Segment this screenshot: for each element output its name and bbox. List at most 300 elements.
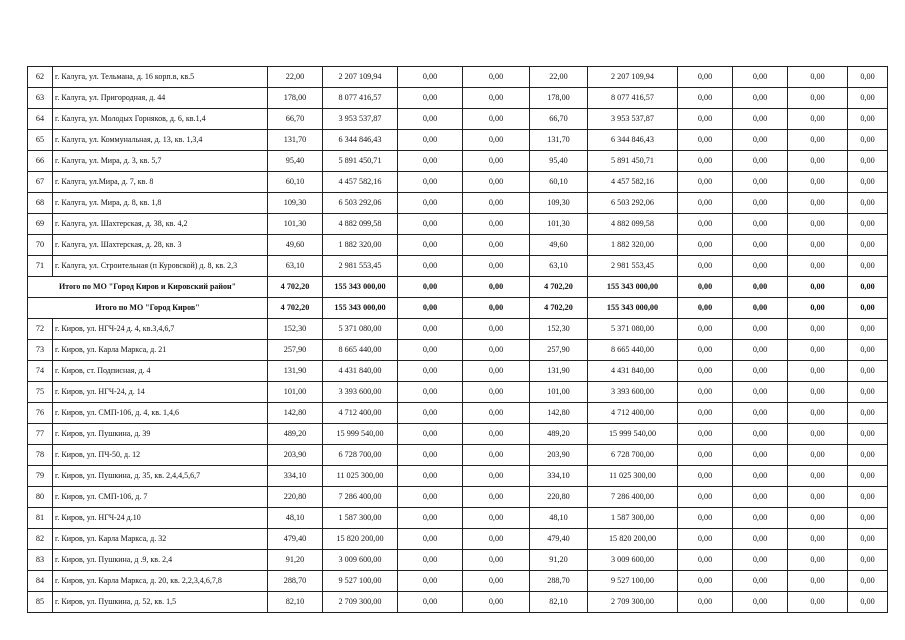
address-cell: г. Калуга, ул. Пригородная, д. 44 (53, 88, 268, 109)
value-cell-c9: 0,00 (788, 235, 848, 256)
value-cell-cost1: 4 457 582,16 (323, 172, 398, 193)
value-cell-c4: 0,00 (463, 298, 530, 319)
address-cell: г. Киров, ул. СМП-106, д. 7 (53, 487, 268, 508)
value-cell-c10: 0,00 (848, 298, 888, 319)
value-cell-area2: 178,00 (530, 88, 588, 109)
value-cell-c3: 0,00 (398, 214, 463, 235)
total-label: Итого по МО "Город Киров" (28, 298, 268, 319)
address-cell: г. Киров, ул. Пушкина, д. 52, кв. 1,5 (53, 592, 268, 613)
value-cell-c7: 0,00 (678, 172, 733, 193)
value-cell-c3: 0,00 (398, 340, 463, 361)
value-cell-c8: 0,00 (733, 256, 788, 277)
value-cell-c9: 0,00 (788, 319, 848, 340)
value-cell-area1: 288,70 (268, 571, 323, 592)
value-cell-c4: 0,00 (463, 256, 530, 277)
address-cell: г. Киров, ул. Карла Маркса, д. 32 (53, 529, 268, 550)
value-cell-c8: 0,00 (733, 550, 788, 571)
table-row (28, 130, 888, 151)
address-cell: г. Калуга, ул. Тельмана, д. 16 корп.в, кв.5 (53, 67, 268, 88)
table-row (28, 487, 888, 508)
value-cell-cost1: 8 077 416,57 (323, 88, 398, 109)
address-cell: г. Киров, ул. Пушкина, д. 39 (53, 424, 268, 445)
address-cell: г. Киров, ул. СМП-106, д. 4, кв. 1,4,6 (53, 403, 268, 424)
value-cell-c3: 0,00 (398, 487, 463, 508)
value-cell-cost1: 8 665 440,00 (323, 340, 398, 361)
address-cell: г. Киров, ул. Пушкина, д. 35, кв. 2,4,4,5,6,7 (53, 466, 268, 487)
value-cell-c8: 0,00 (733, 88, 788, 109)
value-cell-c7: 0,00 (678, 361, 733, 382)
value-cell-c10: 0,00 (848, 172, 888, 193)
row-number: 64 (28, 109, 53, 130)
value-cell-area1: 142,80 (268, 403, 323, 424)
value-cell-c3: 0,00 (398, 550, 463, 571)
value-cell-area2: 489,20 (530, 424, 588, 445)
value-cell-cost1: 155 343 000,00 (323, 277, 398, 298)
table-row (28, 424, 888, 445)
value-cell-cost2: 4 457 582,16 (588, 172, 678, 193)
row-number: 79 (28, 466, 53, 487)
value-cell-area2: 4 702,20 (530, 298, 588, 319)
value-cell-c8: 0,00 (733, 529, 788, 550)
value-cell-cost2: 1 587 300,00 (588, 508, 678, 529)
value-cell-c9: 0,00 (788, 466, 848, 487)
row-number: 78 (28, 445, 53, 466)
value-cell-c8: 0,00 (733, 361, 788, 382)
table-row (28, 151, 888, 172)
value-cell-cost2: 8 077 416,57 (588, 88, 678, 109)
address-cell: г. Калуга, ул. Строительная (п Куровской) д. 8, кв. 2,3 (53, 256, 268, 277)
value-cell-c7: 0,00 (678, 571, 733, 592)
value-cell-c10: 0,00 (848, 151, 888, 172)
value-cell-area2: 48,10 (530, 508, 588, 529)
value-cell-cost2: 7 286 400,00 (588, 487, 678, 508)
value-cell-c7: 0,00 (678, 592, 733, 613)
value-cell-area1: 4 702,20 (268, 298, 323, 319)
value-cell-c7: 0,00 (678, 109, 733, 130)
value-cell-area1: 101,30 (268, 214, 323, 235)
value-cell-c10: 0,00 (848, 277, 888, 298)
row-number: 85 (28, 592, 53, 613)
value-cell-c4: 0,00 (463, 550, 530, 571)
value-cell-c4: 0,00 (463, 109, 530, 130)
value-cell-area1: 82,10 (268, 592, 323, 613)
housing-data-table (27, 66, 888, 613)
table-row (28, 235, 888, 256)
value-cell-c8: 0,00 (733, 130, 788, 151)
value-cell-c7: 0,00 (678, 529, 733, 550)
value-cell-c4: 0,00 (463, 172, 530, 193)
value-cell-c9: 0,00 (788, 340, 848, 361)
value-cell-c3: 0,00 (398, 130, 463, 151)
address-cell: г. Киров, ул. Карла Маркса, д. 20, кв. 2,2,3,4,6,7,8 (53, 571, 268, 592)
value-cell-cost2: 2 709 300,00 (588, 592, 678, 613)
row-number: 63 (28, 88, 53, 109)
value-cell-cost1: 6 728 700,00 (323, 445, 398, 466)
value-cell-c7: 0,00 (678, 382, 733, 403)
value-cell-cost2: 9 527 100,00 (588, 571, 678, 592)
value-cell-c3: 0,00 (398, 319, 463, 340)
table-row (28, 214, 888, 235)
value-cell-c10: 0,00 (848, 109, 888, 130)
value-cell-area2: 479,40 (530, 529, 588, 550)
value-cell-c10: 0,00 (848, 529, 888, 550)
value-cell-c9: 0,00 (788, 109, 848, 130)
value-cell-area2: 66,70 (530, 109, 588, 130)
value-cell-c7: 0,00 (678, 277, 733, 298)
value-cell-cost1: 2 981 553,45 (323, 256, 398, 277)
value-cell-cost2: 1 882 320,00 (588, 235, 678, 256)
table-row (28, 445, 888, 466)
value-cell-cost2: 4 712 400,00 (588, 403, 678, 424)
value-cell-cost2: 6 728 700,00 (588, 445, 678, 466)
value-cell-c9: 0,00 (788, 424, 848, 445)
value-cell-c3: 0,00 (398, 361, 463, 382)
table-row (28, 571, 888, 592)
value-cell-c9: 0,00 (788, 550, 848, 571)
value-cell-area1: 48,10 (268, 508, 323, 529)
value-cell-c8: 0,00 (733, 298, 788, 319)
value-cell-cost1: 5 891 450,71 (323, 151, 398, 172)
value-cell-c10: 0,00 (848, 130, 888, 151)
value-cell-area1: 131,70 (268, 130, 323, 151)
value-cell-c4: 0,00 (463, 382, 530, 403)
value-cell-c9: 0,00 (788, 193, 848, 214)
value-cell-area2: 101,00 (530, 382, 588, 403)
value-cell-c9: 0,00 (788, 361, 848, 382)
table-row (28, 67, 888, 88)
value-cell-area2: 22,00 (530, 67, 588, 88)
value-cell-cost2: 15 999 540,00 (588, 424, 678, 445)
row-number: 68 (28, 193, 53, 214)
value-cell-c7: 0,00 (678, 193, 733, 214)
table-row (28, 382, 888, 403)
value-cell-c3: 0,00 (398, 592, 463, 613)
value-cell-cost1: 3 009 600,00 (323, 550, 398, 571)
row-number: 74 (28, 361, 53, 382)
value-cell-area2: 4 702,20 (530, 277, 588, 298)
value-cell-c7: 0,00 (678, 466, 733, 487)
value-cell-c4: 0,00 (463, 361, 530, 382)
value-cell-area2: 334,10 (530, 466, 588, 487)
value-cell-c4: 0,00 (463, 403, 530, 424)
value-cell-c8: 0,00 (733, 487, 788, 508)
value-cell-c9: 0,00 (788, 67, 848, 88)
value-cell-c10: 0,00 (848, 382, 888, 403)
value-cell-c10: 0,00 (848, 361, 888, 382)
value-cell-c4: 0,00 (463, 529, 530, 550)
value-cell-c3: 0,00 (398, 298, 463, 319)
value-cell-c8: 0,00 (733, 151, 788, 172)
value-cell-c7: 0,00 (678, 214, 733, 235)
value-cell-area1: 152,30 (268, 319, 323, 340)
value-cell-cost1: 15 820 200,00 (323, 529, 398, 550)
value-cell-area1: 22,00 (268, 67, 323, 88)
value-cell-c7: 0,00 (678, 319, 733, 340)
value-cell-c3: 0,00 (398, 466, 463, 487)
value-cell-area2: 203,90 (530, 445, 588, 466)
value-cell-area1: 49,60 (268, 235, 323, 256)
table-row (28, 109, 888, 130)
value-cell-c4: 0,00 (463, 214, 530, 235)
value-cell-area1: 66,70 (268, 109, 323, 130)
value-cell-c4: 0,00 (463, 592, 530, 613)
value-cell-cost1: 7 286 400,00 (323, 487, 398, 508)
value-cell-c4: 0,00 (463, 571, 530, 592)
value-cell-c8: 0,00 (733, 235, 788, 256)
address-cell: г. Калуга, ул. Молодых Горняков, д. 6, кв.1,4 (53, 109, 268, 130)
value-cell-c4: 0,00 (463, 340, 530, 361)
value-cell-area1: 257,90 (268, 340, 323, 361)
address-cell: г. Киров, ул. Пушкина, д .9, кв. 2,4 (53, 550, 268, 571)
value-cell-area1: 178,00 (268, 88, 323, 109)
value-cell-c9: 0,00 (788, 403, 848, 424)
value-cell-c7: 0,00 (678, 298, 733, 319)
value-cell-cost1: 1 882 320,00 (323, 235, 398, 256)
value-cell-cost2: 6 344 846,43 (588, 130, 678, 151)
row-number: 80 (28, 487, 53, 508)
value-cell-area2: 95,40 (530, 151, 588, 172)
table-row (28, 319, 888, 340)
value-cell-c10: 0,00 (848, 592, 888, 613)
value-cell-c8: 0,00 (733, 424, 788, 445)
value-cell-c3: 0,00 (398, 109, 463, 130)
value-cell-c3: 0,00 (398, 88, 463, 109)
value-cell-c8: 0,00 (733, 214, 788, 235)
value-cell-c9: 0,00 (788, 508, 848, 529)
total-row (28, 277, 888, 298)
value-cell-c8: 0,00 (733, 319, 788, 340)
value-cell-c4: 0,00 (463, 67, 530, 88)
value-cell-c3: 0,00 (398, 235, 463, 256)
value-cell-c3: 0,00 (398, 193, 463, 214)
row-number: 81 (28, 508, 53, 529)
value-cell-c10: 0,00 (848, 235, 888, 256)
value-cell-c3: 0,00 (398, 256, 463, 277)
value-cell-c4: 0,00 (463, 319, 530, 340)
value-cell-c7: 0,00 (678, 235, 733, 256)
value-cell-c9: 0,00 (788, 172, 848, 193)
value-cell-cost2: 2 981 553,45 (588, 256, 678, 277)
value-cell-c8: 0,00 (733, 172, 788, 193)
value-cell-c9: 0,00 (788, 571, 848, 592)
value-cell-c9: 0,00 (788, 382, 848, 403)
row-number: 83 (28, 550, 53, 571)
value-cell-cost1: 2 207 109,94 (323, 67, 398, 88)
value-cell-c8: 0,00 (733, 508, 788, 529)
value-cell-cost2: 5 891 450,71 (588, 151, 678, 172)
value-cell-cost2: 11 025 300,00 (588, 466, 678, 487)
value-cell-c9: 0,00 (788, 298, 848, 319)
value-cell-c9: 0,00 (788, 277, 848, 298)
value-cell-c3: 0,00 (398, 67, 463, 88)
value-cell-c7: 0,00 (678, 487, 733, 508)
value-cell-c4: 0,00 (463, 277, 530, 298)
table-row (28, 529, 888, 550)
value-cell-c4: 0,00 (463, 445, 530, 466)
row-number: 67 (28, 172, 53, 193)
value-cell-area1: 63,10 (268, 256, 323, 277)
value-cell-cost1: 6 344 846,43 (323, 130, 398, 151)
value-cell-cost1: 9 527 100,00 (323, 571, 398, 592)
row-number: 82 (28, 529, 53, 550)
value-cell-c9: 0,00 (788, 88, 848, 109)
value-cell-c7: 0,00 (678, 151, 733, 172)
value-cell-c8: 0,00 (733, 277, 788, 298)
value-cell-c9: 0,00 (788, 130, 848, 151)
value-cell-c9: 0,00 (788, 592, 848, 613)
table-row (28, 361, 888, 382)
value-cell-area2: 142,80 (530, 403, 588, 424)
value-cell-cost2: 15 820 200,00 (588, 529, 678, 550)
row-number: 62 (28, 67, 53, 88)
value-cell-c7: 0,00 (678, 256, 733, 277)
address-cell: г. Калуга, ул. Шахтерская, д. 38, кв. 4,2 (53, 214, 268, 235)
value-cell-cost2: 4 431 840,00 (588, 361, 678, 382)
value-cell-cost2: 155 343 000,00 (588, 298, 678, 319)
value-cell-cost1: 5 371 080,00 (323, 319, 398, 340)
row-number: 77 (28, 424, 53, 445)
table-row (28, 466, 888, 487)
value-cell-c10: 0,00 (848, 466, 888, 487)
value-cell-c8: 0,00 (733, 109, 788, 130)
value-cell-c8: 0,00 (733, 571, 788, 592)
value-cell-c7: 0,00 (678, 340, 733, 361)
value-cell-area2: 257,90 (530, 340, 588, 361)
value-cell-cost1: 3 953 537,87 (323, 109, 398, 130)
value-cell-c3: 0,00 (398, 424, 463, 445)
value-cell-c3: 0,00 (398, 571, 463, 592)
table-row (28, 592, 888, 613)
value-cell-c10: 0,00 (848, 256, 888, 277)
value-cell-area2: 63,10 (530, 256, 588, 277)
value-cell-area2: 91,20 (530, 550, 588, 571)
row-number: 70 (28, 235, 53, 256)
value-cell-c3: 0,00 (398, 172, 463, 193)
value-cell-c10: 0,00 (848, 319, 888, 340)
row-number: 84 (28, 571, 53, 592)
value-cell-c3: 0,00 (398, 508, 463, 529)
value-cell-c7: 0,00 (678, 130, 733, 151)
value-cell-c8: 0,00 (733, 466, 788, 487)
address-cell: г. Киров, ул. НГЧ-24 д.10 (53, 508, 268, 529)
value-cell-cost2: 3 393 600,00 (588, 382, 678, 403)
row-number: 73 (28, 340, 53, 361)
value-cell-cost2: 8 665 440,00 (588, 340, 678, 361)
value-cell-area2: 152,30 (530, 319, 588, 340)
value-cell-c10: 0,00 (848, 193, 888, 214)
value-cell-c8: 0,00 (733, 67, 788, 88)
value-cell-area1: 131,90 (268, 361, 323, 382)
value-cell-cost1: 4 431 840,00 (323, 361, 398, 382)
address-cell: г. Калуга, ул. Шахтерская, д. 28, кв. 3 (53, 235, 268, 256)
value-cell-c7: 0,00 (678, 508, 733, 529)
value-cell-c4: 0,00 (463, 130, 530, 151)
value-cell-c7: 0,00 (678, 67, 733, 88)
value-cell-c3: 0,00 (398, 529, 463, 550)
table-row (28, 508, 888, 529)
value-cell-c9: 0,00 (788, 256, 848, 277)
value-cell-area2: 82,10 (530, 592, 588, 613)
value-cell-c9: 0,00 (788, 445, 848, 466)
value-cell-area2: 109,30 (530, 193, 588, 214)
row-number: 76 (28, 403, 53, 424)
value-cell-c8: 0,00 (733, 445, 788, 466)
value-cell-area2: 131,70 (530, 130, 588, 151)
value-cell-c8: 0,00 (733, 382, 788, 403)
value-cell-c4: 0,00 (463, 193, 530, 214)
value-cell-area1: 203,90 (268, 445, 323, 466)
address-cell: г. Киров, ул. НГЧ-24, д. 14 (53, 382, 268, 403)
value-cell-c7: 0,00 (678, 88, 733, 109)
value-cell-c4: 0,00 (463, 487, 530, 508)
value-cell-cost1: 11 025 300,00 (323, 466, 398, 487)
address-cell: г. Киров, ул. Карла Маркса, д. 21 (53, 340, 268, 361)
table-row (28, 340, 888, 361)
value-cell-cost2: 3 953 537,87 (588, 109, 678, 130)
table-row (28, 193, 888, 214)
row-number: 72 (28, 319, 53, 340)
value-cell-c9: 0,00 (788, 487, 848, 508)
value-cell-area1: 60,10 (268, 172, 323, 193)
value-cell-c4: 0,00 (463, 151, 530, 172)
value-cell-cost2: 2 207 109,94 (588, 67, 678, 88)
value-cell-cost2: 155 343 000,00 (588, 277, 678, 298)
value-cell-c9: 0,00 (788, 529, 848, 550)
value-cell-c3: 0,00 (398, 151, 463, 172)
value-cell-c10: 0,00 (848, 214, 888, 235)
value-cell-cost1: 6 503 292,06 (323, 193, 398, 214)
value-cell-area1: 109,30 (268, 193, 323, 214)
total-label: Итого по МО "Город Киров и Кировский район" (28, 277, 268, 298)
value-cell-c10: 0,00 (848, 340, 888, 361)
value-cell-c3: 0,00 (398, 445, 463, 466)
value-cell-cost1: 155 343 000,00 (323, 298, 398, 319)
value-cell-area1: 101,00 (268, 382, 323, 403)
value-cell-c10: 0,00 (848, 571, 888, 592)
address-cell: г. Калуга, ул. Мира, д. 3, кв. 5,7 (53, 151, 268, 172)
value-cell-cost1: 4 712 400,00 (323, 403, 398, 424)
value-cell-area1: 91,20 (268, 550, 323, 571)
value-cell-area2: 131,90 (530, 361, 588, 382)
row-number: 65 (28, 130, 53, 151)
value-cell-c4: 0,00 (463, 235, 530, 256)
value-cell-c10: 0,00 (848, 88, 888, 109)
value-cell-c7: 0,00 (678, 424, 733, 445)
value-cell-area1: 334,10 (268, 466, 323, 487)
value-cell-cost2: 3 009 600,00 (588, 550, 678, 571)
value-cell-area1: 95,40 (268, 151, 323, 172)
row-number: 75 (28, 382, 53, 403)
value-cell-cost1: 3 393 600,00 (323, 382, 398, 403)
row-number: 66 (28, 151, 53, 172)
value-cell-area2: 49,60 (530, 235, 588, 256)
value-cell-c10: 0,00 (848, 403, 888, 424)
address-cell: г. Киров, ст. Подписная, д. 4 (53, 361, 268, 382)
table-row (28, 550, 888, 571)
row-number: 69 (28, 214, 53, 235)
value-cell-c10: 0,00 (848, 67, 888, 88)
value-cell-area2: 60,10 (530, 172, 588, 193)
value-cell-c7: 0,00 (678, 550, 733, 571)
row-number: 71 (28, 256, 53, 277)
value-cell-c3: 0,00 (398, 382, 463, 403)
value-cell-c9: 0,00 (788, 214, 848, 235)
value-cell-c10: 0,00 (848, 487, 888, 508)
value-cell-cost1: 4 882 099,58 (323, 214, 398, 235)
value-cell-c10: 0,00 (848, 445, 888, 466)
value-cell-c3: 0,00 (398, 277, 463, 298)
address-cell: г. Киров, ул. ПЧ-50, д. 12 (53, 445, 268, 466)
